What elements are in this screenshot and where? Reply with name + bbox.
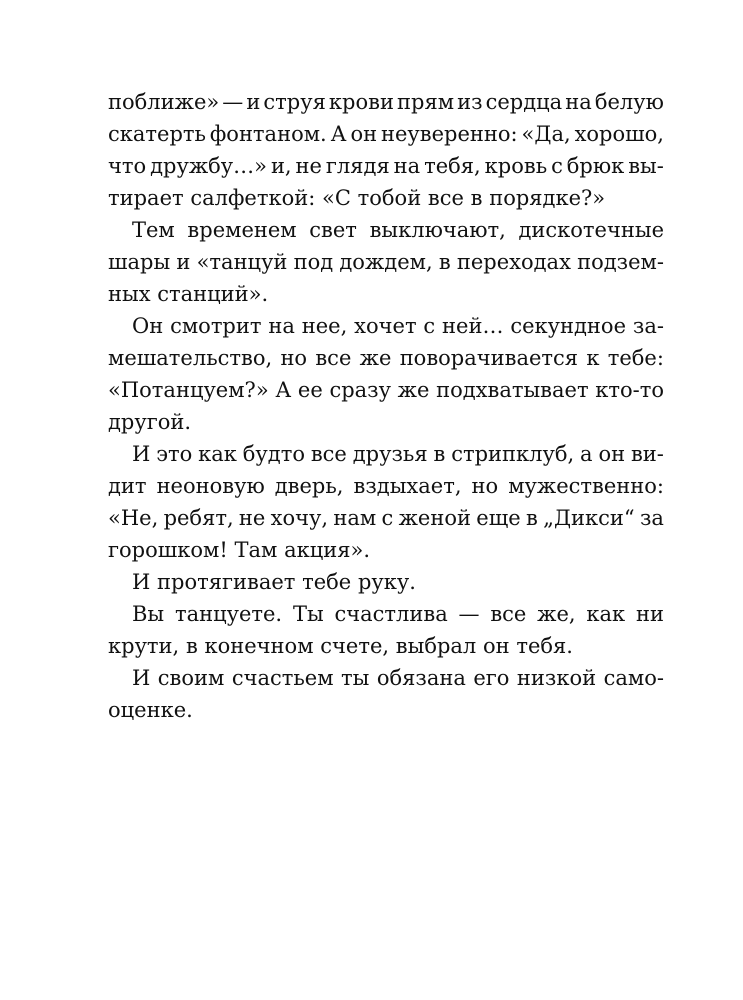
- paragraph: [108, 662, 664, 726]
- text-line: И своим счастьем ты обязана его низкой само-: [132, 666, 664, 690]
- text-line: скатерть фонтаном. А он неуверенно: «Да, хорошо,: [108, 122, 664, 146]
- text-line: другой.: [108, 410, 192, 434]
- text-line: Вы танцуете. Ты счастлива — все же, как ни: [132, 602, 664, 626]
- text-line: «Не, ребят, не хочу, нам с женой еще в „Дикси“ за: [108, 506, 664, 530]
- text-line: шары и «танцуй под дождем, в переходах подзем-: [108, 250, 664, 274]
- text-line: дит неоновую дверь, вздыхает, но мужественно:: [108, 474, 664, 498]
- text-line: оценке.: [108, 698, 193, 722]
- paragraph: [108, 566, 664, 598]
- text-line: «Потанцуем?» А ее сразу же подхватывает кто-то: [108, 378, 664, 402]
- text-line: Он смотрит на нее, хочет с ней… секундное за-: [132, 314, 664, 338]
- text-line: тирает салфеткой: «С тобой все в порядке?»: [108, 186, 606, 210]
- paragraph: [108, 310, 664, 438]
- paragraph: [108, 438, 664, 566]
- text-line: мешательство, но все же поворачивается к тебе:: [108, 346, 664, 370]
- text-line: И протягивает тебе руку.: [132, 570, 416, 594]
- text-line: поближе» — и струя крови прям из сердца на белую: [108, 90, 664, 114]
- text-line: И это как будто все друзья в стрипклуб, а он ви-: [132, 442, 664, 466]
- text-line: ных станций».: [108, 282, 269, 306]
- text-line: крути, в конечном счете, выбрал он тебя.: [108, 634, 573, 658]
- text-line: что дружбу…» и, не глядя на тебя, кровь с брюк вы-: [108, 154, 664, 178]
- text-line: Тем временем свет выключают, дискотечные: [132, 218, 664, 242]
- text-line: горошком! Там акция».: [108, 538, 371, 562]
- paragraph: [108, 598, 664, 662]
- paragraph: [108, 214, 664, 310]
- page-text: [108, 86, 664, 726]
- paragraph: [108, 86, 664, 214]
